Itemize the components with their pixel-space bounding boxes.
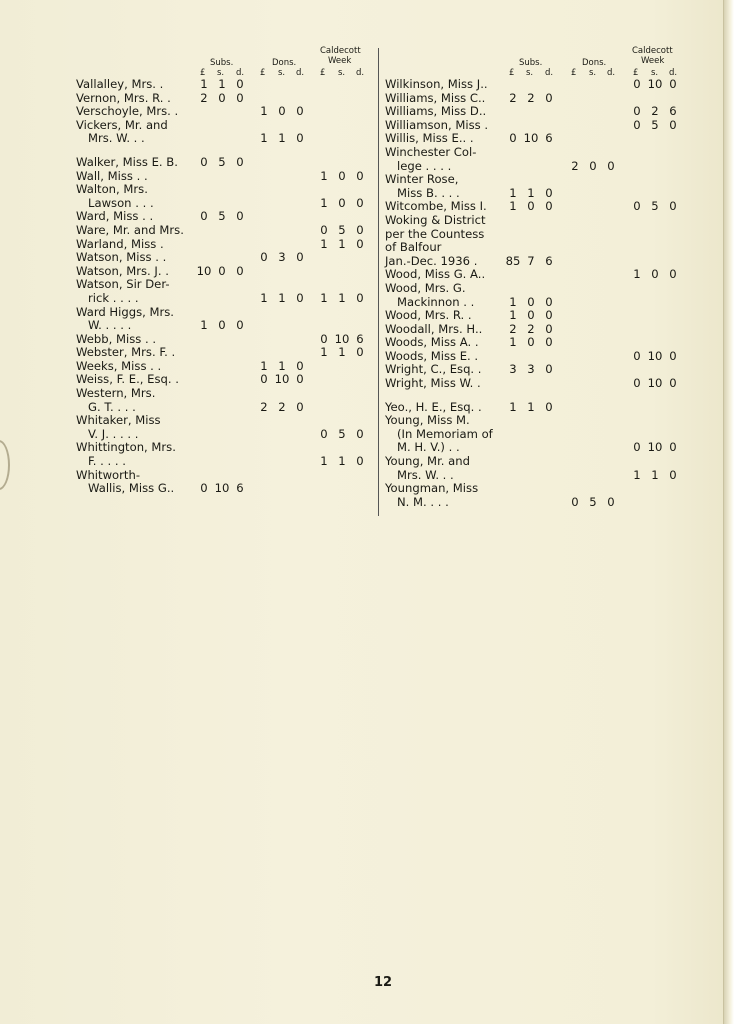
pound-unit: £ (633, 68, 639, 78)
subscriber-name: Witcombe, Miss I. (385, 199, 487, 214)
subscriber-name: Mackinnon . . (397, 294, 475, 309)
list-entry (385, 105, 690, 119)
list-entry (385, 323, 690, 337)
pounds-value: 1 (633, 267, 641, 282)
pound-unit: £ (260, 68, 266, 78)
pounds-value: 1 (509, 335, 517, 350)
subs-header: Subs. (210, 58, 234, 68)
column-header (385, 44, 690, 78)
list-entry (76, 156, 376, 170)
pence-value: 0 (545, 362, 553, 377)
list-entry-continuation (385, 255, 690, 269)
list-entry (385, 363, 690, 377)
list-entry (385, 350, 690, 364)
pence-unit: d. (607, 68, 616, 78)
list-entry (385, 132, 690, 146)
shillings-value: 1 (338, 236, 346, 251)
list-entry-continuation (385, 428, 690, 442)
subscriber-name: Watson, Mrs. J. . (76, 263, 169, 278)
list-entry (385, 455, 690, 469)
pounds-value: 1 (260, 358, 268, 373)
pounds-value: 1 (320, 345, 328, 360)
pound-unit: £ (571, 68, 577, 78)
pounds-value: 1 (509, 308, 517, 323)
page-edge (723, 0, 734, 1024)
pence-value: 0 (669, 348, 677, 363)
subscriber-name: Vernon, Mrs. R. . (76, 90, 171, 105)
pounds-value: 1 (320, 290, 328, 305)
subscriber-name: Webster, Mrs. F. . (76, 345, 176, 360)
list-entry (76, 183, 376, 197)
pence-value: 0 (236, 209, 244, 224)
pounds-value: 0 (633, 348, 641, 363)
dons-header: Dons. (272, 58, 297, 68)
pounds-value: 0 (260, 372, 268, 387)
list-entry (385, 119, 690, 133)
list-entry (76, 414, 376, 428)
pounds-value: 0 (509, 131, 517, 146)
pence-value: 0 (296, 250, 304, 265)
pence-unit: d. (545, 68, 554, 78)
shillings-value: 2 (527, 321, 535, 336)
shillings-value: 5 (338, 222, 346, 237)
pence-value: 0 (356, 222, 364, 237)
shillings-value: 0 (218, 263, 226, 278)
pounds-value: 0 (633, 440, 641, 455)
pounds-value: 0 (200, 481, 208, 496)
subscriber-name: per the Countess (385, 226, 485, 241)
pence-value: 0 (296, 290, 304, 305)
week-header: Week (641, 56, 665, 66)
pence-value: 0 (236, 90, 244, 105)
list-entry-continuation (76, 292, 376, 306)
list-entry (76, 92, 376, 106)
dons-header: Dons. (582, 58, 607, 68)
pounds-value: 0 (260, 250, 268, 265)
list-entry-continuation (76, 132, 376, 146)
list-entry-continuation (76, 428, 376, 442)
pence-value: 0 (356, 168, 364, 183)
subscriber-name: Woods, Miss A. . (385, 335, 479, 350)
shillings-value: 10 (647, 376, 663, 391)
pounds-value: 0 (320, 222, 328, 237)
subscriber-name: Wright, Miss W. . (385, 376, 481, 391)
subscriber-name: Williamson, Miss . (385, 117, 489, 132)
shilling-unit: s. (217, 68, 225, 78)
list-entry (385, 377, 690, 391)
list-entry-continuation (385, 187, 690, 201)
pence-value: 0 (296, 399, 304, 414)
shillings-value: 1 (527, 185, 535, 200)
pence-value: 0 (236, 154, 244, 169)
pounds-value: 1 (200, 318, 208, 333)
shillings-value: 1 (278, 358, 286, 373)
pounds-value: 1 (509, 185, 517, 200)
pound-unit: £ (509, 68, 515, 78)
pence-value: 0 (545, 90, 553, 105)
binding-hole (0, 440, 10, 490)
pence-value: 0 (669, 467, 677, 482)
list-entry (385, 78, 690, 92)
right-column (385, 44, 690, 509)
list-entry (76, 210, 376, 224)
pounds-value: 1 (260, 104, 268, 119)
subscriber-name: V. J. . . . . (88, 426, 139, 441)
subscriber-name: Young, Miss M. (385, 413, 470, 428)
list-entry (385, 482, 690, 496)
shillings-value: 1 (338, 454, 346, 469)
subscriber-name: Whitaker, Miss (76, 413, 161, 428)
pence-value: 6 (545, 131, 553, 146)
pence-value: 0 (545, 321, 553, 336)
pence-value: 0 (545, 294, 553, 309)
list-entry-continuation (385, 296, 690, 310)
list-entry-continuation (385, 441, 690, 455)
subscriber-name: Lawson . . . (88, 195, 154, 210)
pounds-value: 1 (260, 131, 268, 146)
shillings-value: 1 (218, 77, 226, 91)
subscriber-name: Youngman, Miss (385, 481, 479, 496)
subscriber-name: Wright, C., Esq. . (385, 362, 482, 377)
subscriber-name: Vallalley, Mrs. . (76, 77, 164, 91)
subscriber-name: Young, Mr. and (385, 454, 470, 469)
subscriber-name: Watson, Miss . . (76, 250, 167, 265)
pounds-value: 2 (509, 90, 517, 105)
pence-value: 0 (669, 376, 677, 391)
subscriber-name: Williams, Miss C.. (385, 90, 486, 105)
list-entry-continuation (76, 455, 376, 469)
list-entry-continuation (385, 160, 690, 174)
list-entry (76, 224, 376, 238)
shillings-value: 10 (214, 481, 230, 496)
shillings-value: 5 (651, 199, 659, 214)
pounds-value: 0 (571, 494, 579, 509)
pence-value: 6 (236, 481, 244, 496)
list-entry (385, 268, 690, 282)
column-divider (378, 48, 379, 516)
shillings-value: 1 (527, 399, 535, 414)
pounds-value: 2 (571, 158, 579, 173)
pounds-value: 0 (633, 104, 641, 119)
subscriber-name: Ward Higgs, Mrs. (76, 304, 174, 319)
pence-value: 0 (356, 290, 364, 305)
pounds-value: 0 (200, 154, 208, 169)
subscriber-name: Warland, Miss . (76, 236, 164, 251)
list-entry-continuation (385, 469, 690, 483)
pence-value: 0 (356, 195, 364, 210)
caldecott-header: Caldecott (320, 46, 361, 56)
list-entry (385, 214, 690, 228)
pence-unit: d. (669, 68, 678, 78)
pence-value: 0 (607, 494, 615, 509)
list-entry (76, 333, 376, 347)
shillings-value: 5 (338, 426, 346, 441)
week-header: Week (328, 56, 352, 66)
subscriber-name: Western, Mrs. (76, 386, 156, 401)
list-entry (76, 360, 376, 374)
pence-value: 0 (669, 117, 677, 132)
pounds-value: 0 (633, 199, 641, 214)
subscriber-name: Walker, Miss E. B. (76, 154, 178, 169)
pence-value: 0 (356, 236, 364, 251)
pence-value: 0 (236, 263, 244, 278)
subscriber-name: Wilkinson, Miss J.. (385, 77, 488, 91)
shillings-value: 0 (278, 104, 286, 119)
list-entry (76, 441, 376, 455)
list-entry (385, 173, 690, 187)
pounds-value: 0 (633, 117, 641, 132)
pounds-value: 1 (320, 454, 328, 469)
pence-value: 0 (607, 158, 615, 173)
shillings-value: 1 (338, 345, 346, 360)
list-entry (385, 309, 690, 323)
shillings-value: 1 (338, 290, 346, 305)
shillings-value: 2 (651, 104, 659, 119)
pound-unit: £ (200, 68, 206, 78)
pounds-value: 3 (509, 362, 517, 377)
shilling-unit: s. (338, 68, 346, 78)
subscriber-name: Whitworth- (76, 467, 140, 482)
subscriber-name: Winter Rose, (385, 172, 459, 187)
subscriber-name: Webb, Miss . . (76, 331, 157, 346)
list-entry (385, 336, 690, 350)
shillings-value: 0 (218, 318, 226, 333)
subscriber-name: rick . . . . (88, 290, 139, 305)
shillings-value: 0 (527, 308, 535, 323)
pence-value: 6 (669, 104, 677, 119)
subscriber-name: Wallis, Miss G.. (88, 481, 175, 496)
list-entry (76, 346, 376, 360)
shillings-value: 0 (218, 90, 226, 105)
pence-value: 0 (545, 335, 553, 350)
list-entry (76, 265, 376, 279)
subscriber-name: W. . . . . (88, 318, 132, 333)
pence-unit: d. (236, 68, 245, 78)
subscriber-name: Wood, Miss G. A.. (385, 267, 486, 282)
pence-value: 0 (296, 104, 304, 119)
shillings-value: 0 (589, 158, 597, 173)
list-entry (385, 282, 690, 296)
subscriber-name: Watson, Sir Der- (76, 277, 170, 292)
pence-value: 0 (545, 308, 553, 323)
subscriber-name: Ward, Miss . . (76, 209, 154, 224)
list-entry (385, 401, 690, 415)
shillings-value: 10 (523, 131, 539, 146)
pounds-value: 1 (509, 294, 517, 309)
pounds-value: 2 (509, 321, 517, 336)
shillings-value: 1 (651, 467, 659, 482)
shillings-value: 0 (338, 168, 346, 183)
pence-value: 0 (669, 440, 677, 455)
pence-value: 0 (356, 426, 364, 441)
list-entry-continuation (76, 319, 376, 333)
list-entry (385, 146, 690, 160)
pence-value: 0 (545, 185, 553, 200)
shillings-value: 10 (647, 348, 663, 363)
list-entry-continuation (385, 228, 690, 242)
subscriber-name: Woodall, Mrs. H.. (385, 321, 483, 336)
pence-value: 0 (236, 318, 244, 333)
subscriber-name: Verschoyle, Mrs. . (76, 104, 179, 119)
shillings-value: 0 (651, 267, 659, 282)
list-entry-continuation (76, 482, 376, 496)
list-entry (76, 387, 376, 401)
pounds-value: 1 (633, 467, 641, 482)
subscriber-name: Mrs. W. . . (397, 467, 454, 482)
subscriber-name: Weiss, F. E., Esq. . (76, 372, 179, 387)
shillings-value: 3 (278, 250, 286, 265)
shillings-value: 0 (527, 294, 535, 309)
list-entry (76, 306, 376, 320)
pence-value: 0 (296, 358, 304, 373)
caldecott-header: Caldecott (632, 46, 673, 56)
shillings-value: 2 (278, 399, 286, 414)
pounds-value: 1 (200, 77, 208, 91)
pounds-value: 1 (320, 168, 328, 183)
pence-value: 0 (356, 345, 364, 360)
shillings-value: 10 (274, 372, 290, 387)
subscriber-name: Ware, Mr. and Mrs. (76, 222, 184, 237)
subscriber-name: Williams, Miss D.. (385, 104, 487, 119)
pounds-value: 2 (260, 399, 268, 414)
shillings-value: 1 (278, 131, 286, 146)
shillings-value: 5 (589, 494, 597, 509)
shillings-value: 0 (527, 335, 535, 350)
pence-unit: d. (356, 68, 365, 78)
list-entry (76, 105, 376, 119)
pounds-value: 0 (320, 426, 328, 441)
list-entry (76, 238, 376, 252)
subscriber-name: Wall, Miss . . (76, 168, 148, 183)
pence-unit: d. (296, 68, 305, 78)
subscriber-name: Mrs. W. . . (88, 131, 145, 146)
subscriber-name: Winchester Col- (385, 144, 477, 159)
pounds-value: 1 (320, 236, 328, 251)
pence-value: 0 (296, 131, 304, 146)
shillings-value: 10 (647, 440, 663, 455)
pence-value: 6 (545, 253, 553, 268)
pounds-value: 1 (260, 290, 268, 305)
subscriber-name: N. M. . . . (397, 494, 449, 509)
subscriber-name: Willis, Miss E.. . (385, 131, 474, 146)
pounds-value: 0 (200, 209, 208, 224)
subscriber-name: Walton, Mrs. (76, 182, 148, 197)
pounds-value: 1 (509, 199, 517, 214)
pounds-value: 1 (509, 399, 517, 414)
list-entry (76, 469, 376, 483)
shillings-value: 5 (651, 117, 659, 132)
subscriber-name: Vickers, Mr. and (76, 117, 168, 132)
pence-value: 0 (356, 454, 364, 469)
list-entry-continuation (385, 496, 690, 510)
pence-value: 0 (669, 267, 677, 282)
shillings-value: 5 (218, 154, 226, 169)
shilling-unit: s. (651, 68, 659, 78)
shilling-unit: s. (278, 68, 286, 78)
pence-value: 0 (236, 77, 244, 91)
list-entry (76, 170, 376, 184)
list-entry-continuation (76, 401, 376, 415)
subscriber-name: Woking & District (385, 212, 486, 227)
list-entry (76, 119, 376, 133)
subscriber-name: Yeo., H. E., Esq. . (385, 399, 482, 414)
shillings-value: 0 (338, 195, 346, 210)
list-entry (385, 414, 690, 428)
subscriber-name: Whittington, Mrs. (76, 440, 176, 455)
list-entry-continuation (385, 241, 690, 255)
subscriber-name: (In Memoriam of (397, 426, 493, 441)
shillings-value: 10 (647, 77, 663, 91)
subscriber-name: F. . . . . (88, 454, 126, 469)
pence-value: 0 (296, 372, 304, 387)
list-entry (385, 92, 690, 106)
list-entry (76, 278, 376, 292)
pounds-value: 2 (200, 90, 208, 105)
list-entry (76, 78, 376, 92)
shillings-value: 5 (218, 209, 226, 224)
subscriber-name: Woods, Miss E. . (385, 348, 479, 363)
pence-value: 0 (669, 199, 677, 214)
pound-unit: £ (320, 68, 326, 78)
subs-header: Subs. (519, 58, 543, 68)
subscriber-name: lege . . . . (397, 158, 452, 173)
shillings-value: 0 (527, 199, 535, 214)
pounds-value: 1 (320, 195, 328, 210)
list-entry (76, 251, 376, 265)
subscriber-name: Weeks, Miss . . (76, 358, 162, 373)
pounds-value: 10 (196, 263, 212, 278)
list-entry (76, 373, 376, 387)
pence-value: 0 (545, 199, 553, 214)
pence-value: 0 (669, 77, 677, 91)
subscriber-name: of Balfour (385, 240, 442, 255)
subscriber-name: M. H. V.) . . (397, 440, 460, 455)
subscriber-name: Wood, Mrs. G. (385, 280, 466, 295)
pence-value: 6 (356, 331, 364, 346)
pence-value: 0 (545, 399, 553, 414)
subscriber-name: Miss B. . . . (397, 185, 460, 200)
shillings-value: 3 (527, 362, 535, 377)
shillings-value: 2 (527, 90, 535, 105)
shillings-value: 10 (334, 331, 350, 346)
subscriber-name: G. T. . . . (88, 399, 136, 414)
subscriber-name: Jan.-Dec. 1936 . (385, 253, 478, 268)
shillings-value: 7 (527, 253, 535, 268)
shilling-unit: s. (589, 68, 597, 78)
list-entry (385, 200, 690, 214)
pounds-value: 85 (505, 253, 521, 268)
column-header (76, 44, 376, 78)
shilling-unit: s. (526, 68, 534, 78)
shillings-value: 1 (278, 290, 286, 305)
pounds-value: 0 (320, 331, 328, 346)
pounds-value: 0 (633, 77, 641, 91)
page-number: 12 (374, 975, 393, 990)
pounds-value: 0 (633, 376, 641, 391)
left-column (76, 44, 376, 496)
list-entry-continuation (76, 197, 376, 211)
subscriber-name: Wood, Mrs. R. . (385, 308, 472, 323)
